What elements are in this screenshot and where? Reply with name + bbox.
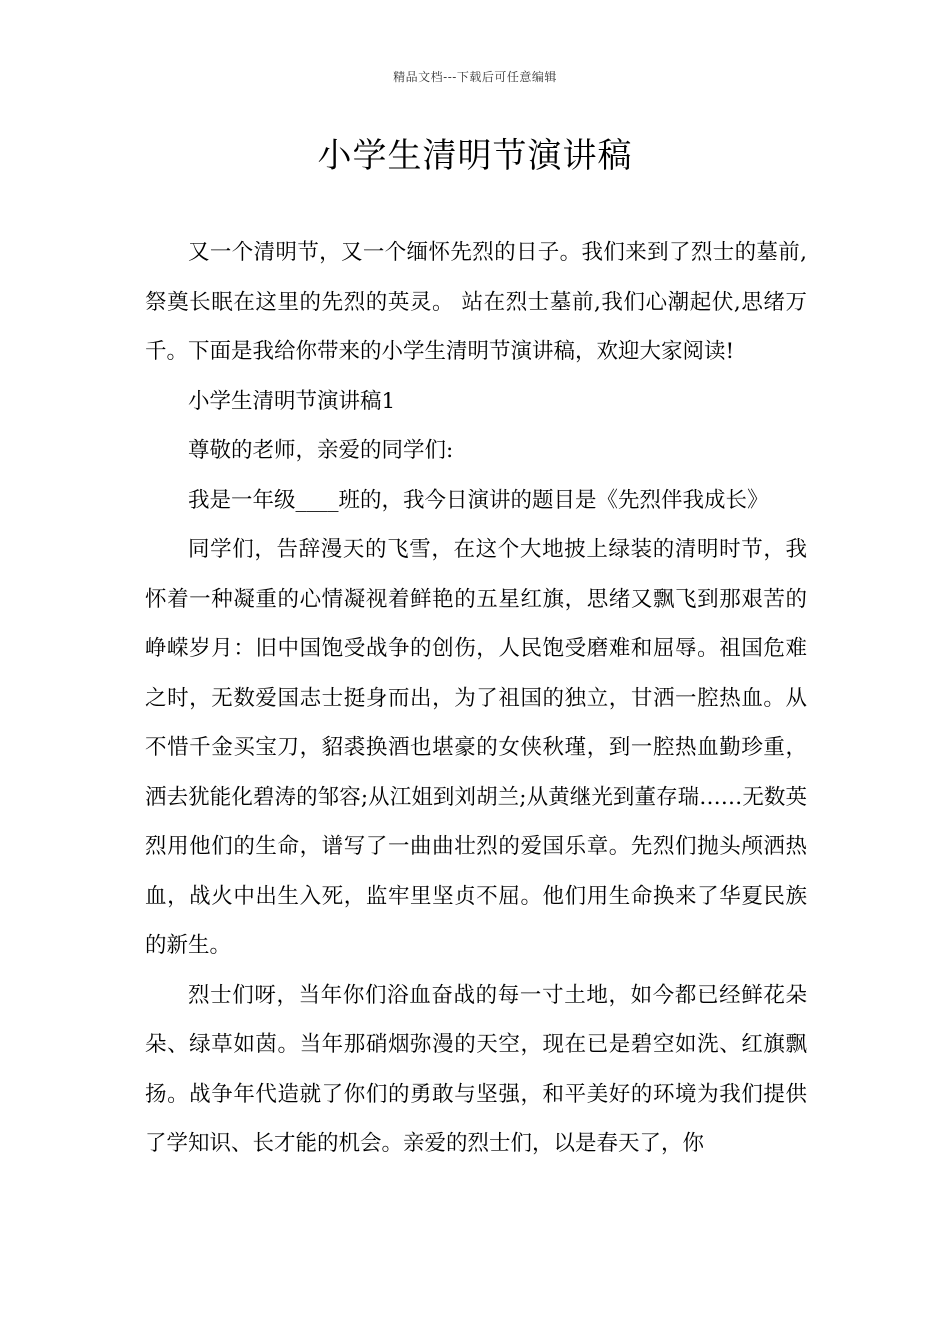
paragraph-tribute: 烈士们呀，当年你们浴血奋战的每一寸土地，如今都已经鲜花朵朵、绿草如茵。当年那硝烟弥漫的天空，现在已是碧空如洗、红旗飘扬。战争年代造就了你们的勇敢与坚强，和平美好的环境为我们提供了学知识、长才能的机会。亲爱的烈士们，以是春天了，你 (145, 982, 807, 1156)
paragraph-section-heading: 小学生清明节演讲稿1 (188, 388, 396, 414)
paragraph-salutation: 尊敬的老师，亲爱的同学们: (188, 438, 454, 463)
paragraph-speech-topic: 我是一年级____班的，我今日演讲的题目是《先烈伴我成长》 (188, 487, 769, 513)
document-body (145, 228, 807, 1169)
paragraph-history: 同学们，告辞漫天的飞雪，在这个大地披上绿装的清明时节，我怀着一种凝重的心情凝视着鲜艳的五星红旗，思绪又飘飞到那艰苦的峥嵘岁月：旧中国饱受战争的创伤，人民饱受磨难和屈辱。祖国危难之时，无数爱国志士挺身而出，为了祖国的独立，甘洒一腔热血。从不惜千金买宝刀，貂裘换酒也堪豪的女侠秋瑾，到一腔热血勤珍重，洒去犹能化碧涛的邹容;从江姐到刘胡兰;从黄继光到董存瑞……无数英烈用他们的生命，谱写了一曲曲壮烈的爱国乐章。先烈们抛头颅洒热血，战火中出生入死，监牢里坚贞不屈。他们用生命换来了华夏民族的新生。 (145, 537, 807, 958)
paragraph-intro: 又一个清明节，又一个缅怀先烈的日子。我们来到了烈士的墓前,祭奠长眠在这里的先烈的英灵。 站在烈士墓前,我们心潮起伏,思绪万千。下面是我给你带来的小学生清明节演讲稿，欢迎大家阅读! (145, 240, 807, 364)
document-title: 小学生清明节演讲稿 (317, 136, 633, 176)
header-note: 精品文档---下载后可任意编辑 (393, 70, 557, 84)
